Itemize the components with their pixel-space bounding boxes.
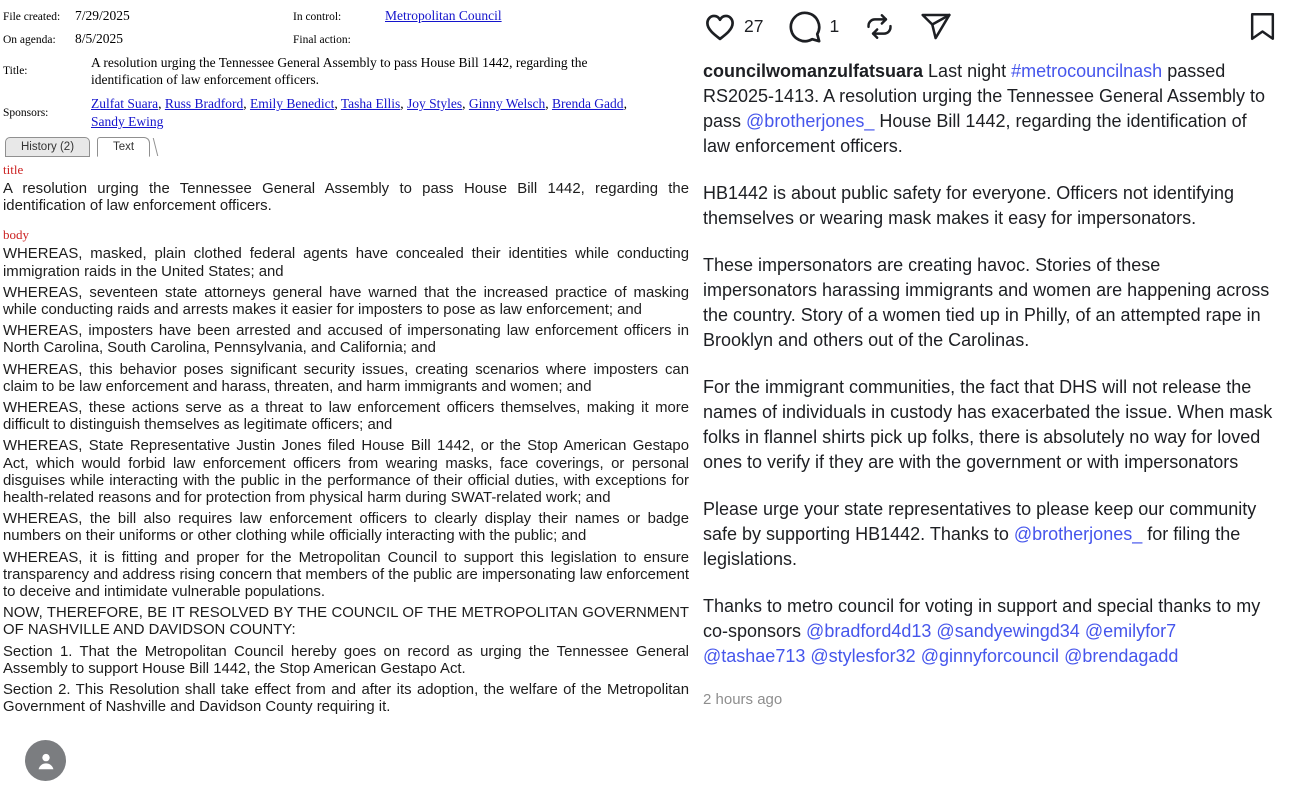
avatar[interactable] [25, 740, 66, 781]
caption-paragraph [703, 497, 1278, 572]
doc-paragraph: A resolution urging the Tennessee General Assembly to pass House Bill 1442, regarding the identification of law enforcement officers. [3, 181, 689, 215]
caption [703, 59, 1278, 669]
post-actions [703, 0, 1278, 46]
mention-link[interactable]: @tashae713 [703, 646, 806, 666]
sponsor-link[interactable]: Tasha Ellis [340, 96, 401, 111]
caption-text: HB1442 is about public safety for everyone. Officers not identifying themselves or wearing mask makes it easy for impersonators. [703, 183, 1234, 228]
header-field-value: 7/29/2025 [75, 8, 130, 23]
sponsor-link[interactable]: Russ Bradford [164, 96, 244, 111]
doc-paragraph: WHEREAS, the bill also requires law enforcement officers to clearly display their names or badge numbers on their uniforms or other clothing while officially interacting with the public; and [3, 511, 689, 545]
caption-paragraph [703, 59, 1278, 159]
tab-history-2[interactable]: History (2) [5, 137, 90, 157]
comment-icon [788, 10, 822, 44]
caption-text: passed RS2025-1413. A resolution urging the Tennessee General Assembly to pass [703, 61, 1266, 131]
sponsors-field-label: Sponsors: [3, 107, 49, 119]
doc-header-grid [3, 8, 691, 47]
sponsor-link[interactable]: Sandy Ewing [91, 114, 164, 129]
caption-paragraph [703, 594, 1278, 669]
in-control-link[interactable]: Metropolitan Council [385, 8, 502, 23]
sponsors-links: Zulfat Suara, Russ Bradford, Emily Benedict, Tasha Ellis, Joy Styles, Ginny Welsch, Brenda Gadd, Sandy Ewing [91, 96, 627, 129]
mention-link[interactable]: @emilyfor7 [1084, 621, 1177, 641]
hashtag-link[interactable]: #metrocouncilnash [1011, 61, 1163, 81]
caption-text: These impersonators are creating havoc. Stories of these impersonators harassing immigrants and women are happening across the country. Story of a women tied up in Philly, of an attempted rape in Brooklyn and others out of the Carolinas. [703, 255, 1270, 350]
mention-link[interactable]: @brotherjones_ [746, 111, 875, 131]
mention-link[interactable]: @brendagadd [1064, 646, 1179, 666]
like-count[interactable]: 27 [744, 16, 764, 36]
caption-text: for filing the legislations. [703, 524, 1241, 569]
doc-tabs [5, 137, 691, 157]
doc-sections [3, 162, 691, 716]
doc-paragraph: NOW, THEREFORE, BE IT RESOLVED BY THE COUNCIL OF THE METROPOLITAN GOVERNMENT OF NASHVILLE AND DAVIDSON COUNTY: [3, 605, 689, 639]
caption-text: Last night [923, 61, 1012, 81]
person-icon [34, 749, 58, 773]
mention-link[interactable]: @bradford4d13 [806, 621, 932, 641]
section-label: body [3, 227, 29, 243]
caption-text: Thanks to metro council for voting in support and special thanks to my co-sponsors [703, 596, 1261, 641]
title-field-label: Title: [3, 65, 28, 77]
like-button[interactable] [703, 10, 737, 44]
mention-link[interactable]: @stylesfor32 [810, 646, 916, 666]
caption-text: For the immigrant communities, the fact that DHS will not release the names of individuals in custody has exacerbated the issue. When mask folks in flannel shirts pick up folks, there is absolutely no way for loved ones to verify if they are with the government or with impersonators [703, 377, 1273, 472]
doc-paragraph: WHEREAS, imposters have been arrested and accused of impersonating law enforcement officers in North Carolina, South Carolina, Pennsylvania, and California; and [3, 323, 689, 357]
comment-button[interactable] [788, 10, 822, 44]
save-button[interactable] [1247, 11, 1278, 42]
comment-count[interactable]: 1 [829, 16, 840, 36]
header-field-value: 8/5/2025 [75, 31, 124, 46]
post-panel [703, 0, 1278, 803]
paper-plane-icon [920, 11, 952, 43]
doc-paragraph: WHEREAS, seventeen state attorneys general have warned that the increased practice of masking while conducting raids and arrests makes it easier for imposters to pose as law enforcement; and [3, 284, 689, 319]
header-field-label: In control: [293, 11, 342, 23]
header-field-label: On agenda: [3, 34, 56, 46]
username-link[interactable]: councilwomanzulfatsuara [703, 61, 924, 81]
doc-paragraph: WHEREAS, these actions serve as a threat to law enforcement officers themselves, making it more difficult to distinguish themselves as legitimate officers; and [3, 400, 689, 434]
doc-paragraph: WHEREAS, it is fitting and proper for the Metropolitan Council to support this legislation to ensure transparency and address rising concern that members of the public are impersonating law enforcement to deceive and intimidate vulnerable populations. [3, 549, 689, 601]
sponsor-link[interactable]: Zulfat Suara [91, 96, 159, 111]
caption-text: Please urge your state representatives to please keep our community safe by supporting HB1442. Thanks to [703, 499, 1257, 544]
caption-paragraph [703, 253, 1278, 353]
caption-paragraph [703, 181, 1278, 231]
caption-text: House Bill 1442, regarding the identification of law enforcement officers. [703, 111, 1247, 156]
header-field-label: Final action: [293, 34, 351, 46]
header-field-value [385, 8, 691, 24]
doc-title-row [3, 54, 691, 88]
header-field-label: File created: [3, 11, 61, 23]
tab-text[interactable]: Text [97, 137, 150, 157]
doc-paragraph: Section 2. This Resolution shall take effect from and after its adoption, the welfare of the Metropolitan Government of Nashville and Davidson County requiring it. [3, 682, 689, 716]
caption-paragraph [703, 375, 1278, 475]
doc-paragraph: WHEREAS, State Representative Justin Jones filed House Bill 1442, or the Stop American Gestapo Act, which would forbid law enforcement officers from wearing masks, face coverings, or personal disguises while interacting with the public in the performance of their official duties, with exceptions for health-related reasons and for protection from physical harm during SWAT-related work; and [3, 438, 689, 507]
sponsor-link[interactable]: Joy Styles [407, 96, 463, 111]
mention-link[interactable]: @sandyewingd34 [936, 621, 1080, 641]
mention-link[interactable]: @ginnyforcouncil [920, 646, 1060, 666]
mention-link[interactable]: @brotherjones_ [1013, 524, 1143, 544]
section-label: title [3, 162, 24, 177]
sponsor-link[interactable]: Emily Benedict [249, 96, 335, 111]
title-field-value: A resolution urging the Tennessee General Assembly to pass House Bill 1442, regarding the identification of law enforcement officers. [91, 55, 588, 87]
doc-paragraph: WHEREAS, this behavior poses significant security issues, creating scenarios where imposters can claim to be law enforcement and harass, threaten, and harm immigrants and women; and [3, 361, 689, 395]
bookmark-icon [1247, 11, 1278, 42]
timestamp: 2 hours ago [703, 691, 783, 708]
doc-sponsors-row [3, 95, 691, 131]
heart-icon [703, 10, 737, 44]
doc-paragraph: Section 1. That the Metropolitan Council hereby goes on record as urging the Tennessee General Assembly to support House Bill 1442, the Stop American Gestapo Act. [3, 643, 689, 677]
share-button[interactable] [920, 11, 952, 43]
repost-icon [864, 11, 895, 42]
sponsor-link[interactable]: Brenda Gadd [551, 96, 624, 111]
doc-paragraph: WHEREAS, masked, plain clothed federal agents have concealed their identities while conducting immigration raids in the United States; and [3, 246, 689, 280]
repost-button[interactable] [864, 11, 895, 42]
sponsor-link[interactable]: Ginny Welsch [468, 96, 546, 111]
